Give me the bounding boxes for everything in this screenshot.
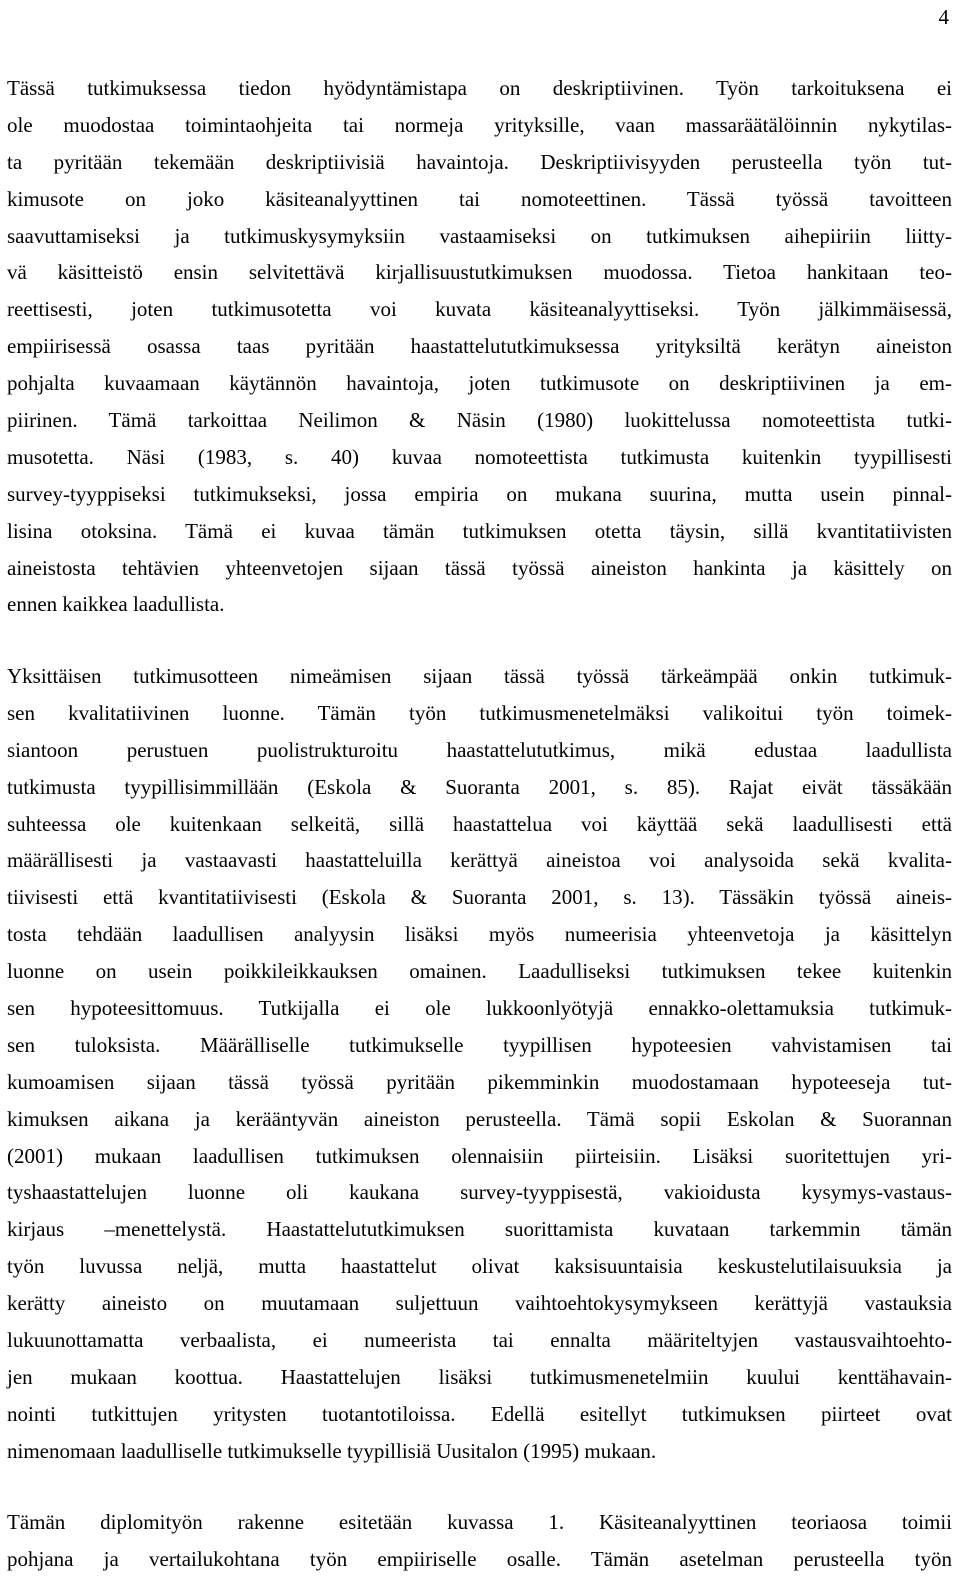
paragraph-line: nointi tutkittujen yritysten tuotantotiloissa. Edellä esitellyt tutkimuksen piirteet ovat — [7, 1401, 952, 1426]
page-number: 4 — [938, 5, 949, 29]
paragraph-line: tutkimusta tyypillisimmillään (Eskola & Suoranta 2001, s. 85). Rajat eivät tässäkään — [7, 774, 952, 799]
paragraph-line: (2001) mukaan laadullisen tutkimuksen olennaisiin piirteisiin. Lisäksi suoritettujen yri- — [7, 1143, 952, 1168]
paragraph-line: tosta tehdään laadullisen analyysin lisäksi myös numeerisia yhteenvetoja ja käsittelyn — [7, 922, 952, 947]
paragraph-line: kumoamisen sijaan tässä työssä pyritään pikemminkin muodostamaan hypoteeseja tut- — [7, 1069, 952, 1094]
paragraph-line: sen tuloksista. Määrälliselle tutkimukselle tyypillisen hypoteesien vahvistamisen tai — [7, 1032, 952, 1057]
paragraph-line: ole muodostaa toimintaohjeita tai normeja yrityksille, vaan massaräätälöinnin nykytilas- — [7, 112, 952, 137]
paragraph-line: empiirisessä osassa taas pyritään haastattelututkimuksessa yrityksiltä kerätyn aineiston — [7, 334, 952, 359]
paragraph-line: survey-tyyppiseksi tutkimukseksi, jossa empiria on mukana suurina, mutta usein pinnal- — [7, 481, 952, 506]
paragraph-line: pohjalta kuvaamaan käytännön havaintoja, joten tutkimusote on deskriptiivinen ja em- — [7, 371, 952, 396]
paragraph-thesis-structure — [7, 1504, 952, 1578]
paragraph-line: musotetta. Näsi (1983, s. 40) kuvaa nomoteettista tutkimusta kuitenkin tyypillisesti — [7, 444, 952, 469]
paragraph-line: ta pyritään tekemään deskriptiivisiä havaintoja. Deskriptiivisyyden perusteella työn tut- — [7, 149, 952, 174]
paragraph-line: piirinen. Tämä tarkoittaa Neilimon & Näsin (1980) luokittelussa nomoteettista tutki- — [7, 408, 952, 433]
paragraph-line: tiivisesti että kvantitatiivisesti (Eskola & Suoranta 2001, s. 13). Tässäkin työssä aineis- — [7, 885, 952, 910]
paragraph-line: reettisesti, joten tutkimusotetta voi kuvata käsiteanalyyttiseksi. Työn jälkimmäisessä, — [7, 297, 952, 322]
paragraph-line: sen kvalitatiivinen luonne. Tämän työn tutkimusmenetelmäksi valikoitui työn toimek- — [7, 700, 952, 725]
paragraph-line: kimusote on joko käsiteanalyyttinen tai nomoteettinen. Tässä työssä tavoitteen — [7, 186, 952, 211]
paragraph-methodology — [7, 70, 952, 623]
paragraph-line: pohjana ja vertailukohtana työn empiiriselle osalle. Tämän asetelman perusteella työn — [7, 1546, 952, 1571]
paragraph-line: kirjaus –menettelystä. Haastattelututkimuksen suorittamista kuvataan tarkemmin tämän — [7, 1217, 952, 1242]
paragraph-line: määrällisesti ja vastaavasti haastatteluilla kerättyä aineistoa voi analysoida sekä kvalita- — [7, 848, 952, 873]
paragraph-line: lisina otoksina. Tämä ei kuvaa tämän tutkimuksen otetta täysin, sillä kvantitatiivisten — [7, 518, 952, 543]
paragraph-line: kimuksen aikana ja kerääntyvän aineiston perusteella. Tämä sopii Eskolan & Suorannan — [7, 1106, 952, 1131]
paragraph-line: jen mukaan koottua. Haastattelujen lisäksi tutkimusmenetelmiin kuului kenttähavain- — [7, 1364, 952, 1389]
paragraph-line: saavuttamiseksi ja tutkimuskysymyksiin vastaamiseksi on tutkimuksen aihepiiriin liitty- — [7, 223, 952, 248]
paragraph-line: aineistosta tehtävien yhteenvetojen sijaan tässä työssä aineiston hankinta ja käsittely on — [7, 555, 952, 580]
paragraph-qualitative-nature — [7, 658, 952, 1470]
paragraph-line: ennen kaikkea laadullista. — [7, 592, 225, 617]
paragraph-line: lukuunottamatta verbaalista, ei numeerista tai ennalta määriteltyjen vastausvaihtoehto- — [7, 1328, 952, 1353]
paragraph-line: tyshaastattelujen luonne oli kaukana survey-tyyppisestä, vakioidusta kysymys-vastaus- — [7, 1180, 952, 1205]
paragraph-line: Yksittäisen tutkimusotteen nimeämisen sijaan tässä työssä tärkeämpää onkin tutkimuk- — [7, 664, 952, 688]
paragraph-line: Tässä tutkimuksessa tiedon hyödyntämistapa on deskriptiivinen. Työn tarkoituksena ei — [7, 76, 952, 100]
paragraph-line: suhteessa ole kuitenkaan selkeitä, sillä haastattelua voi käyttää sekä laadullisesti että — [7, 811, 952, 836]
paragraph-line: työn luvussa neljä, mutta haastattelut olivat kaksisuuntaisia keskustelutilaisuuksia ja — [7, 1254, 952, 1279]
paragraph-line: nimenomaan laadulliselle tutkimukselle tyypillisiä Uusitalon (1995) mukaan. — [7, 1438, 657, 1463]
paragraph-line: vä käsitteistö ensin selvitettävä kirjallisuustutkimuksen muodossa. Tietoa hankitaan teo- — [7, 260, 952, 285]
paragraph-line: Tämän diplomityön rakenne esitetään kuvassa 1. Käsiteanalyyttinen teoriaosa toimii — [7, 1510, 952, 1534]
paragraph-line: luonne on usein poikkileikkauksen omainen. Laadulliseksi tutkimuksen tekee kuitenkin — [7, 959, 952, 984]
paragraph-line: sen hypoteesittomuus. Tutkijalla ei ole lukkoonlyötyjä ennakko-olettamuksia tutkimuk- — [7, 996, 952, 1021]
paragraph-line: kerätty aineisto on muutamaan suljettuun vaihtoehtokysymykseen kerättyjä vastauksia — [7, 1291, 952, 1316]
paragraph-line: siantoon perustuen puolistrukturoitu haastattelututkimus, mikä edustaa laadullista — [7, 737, 952, 762]
